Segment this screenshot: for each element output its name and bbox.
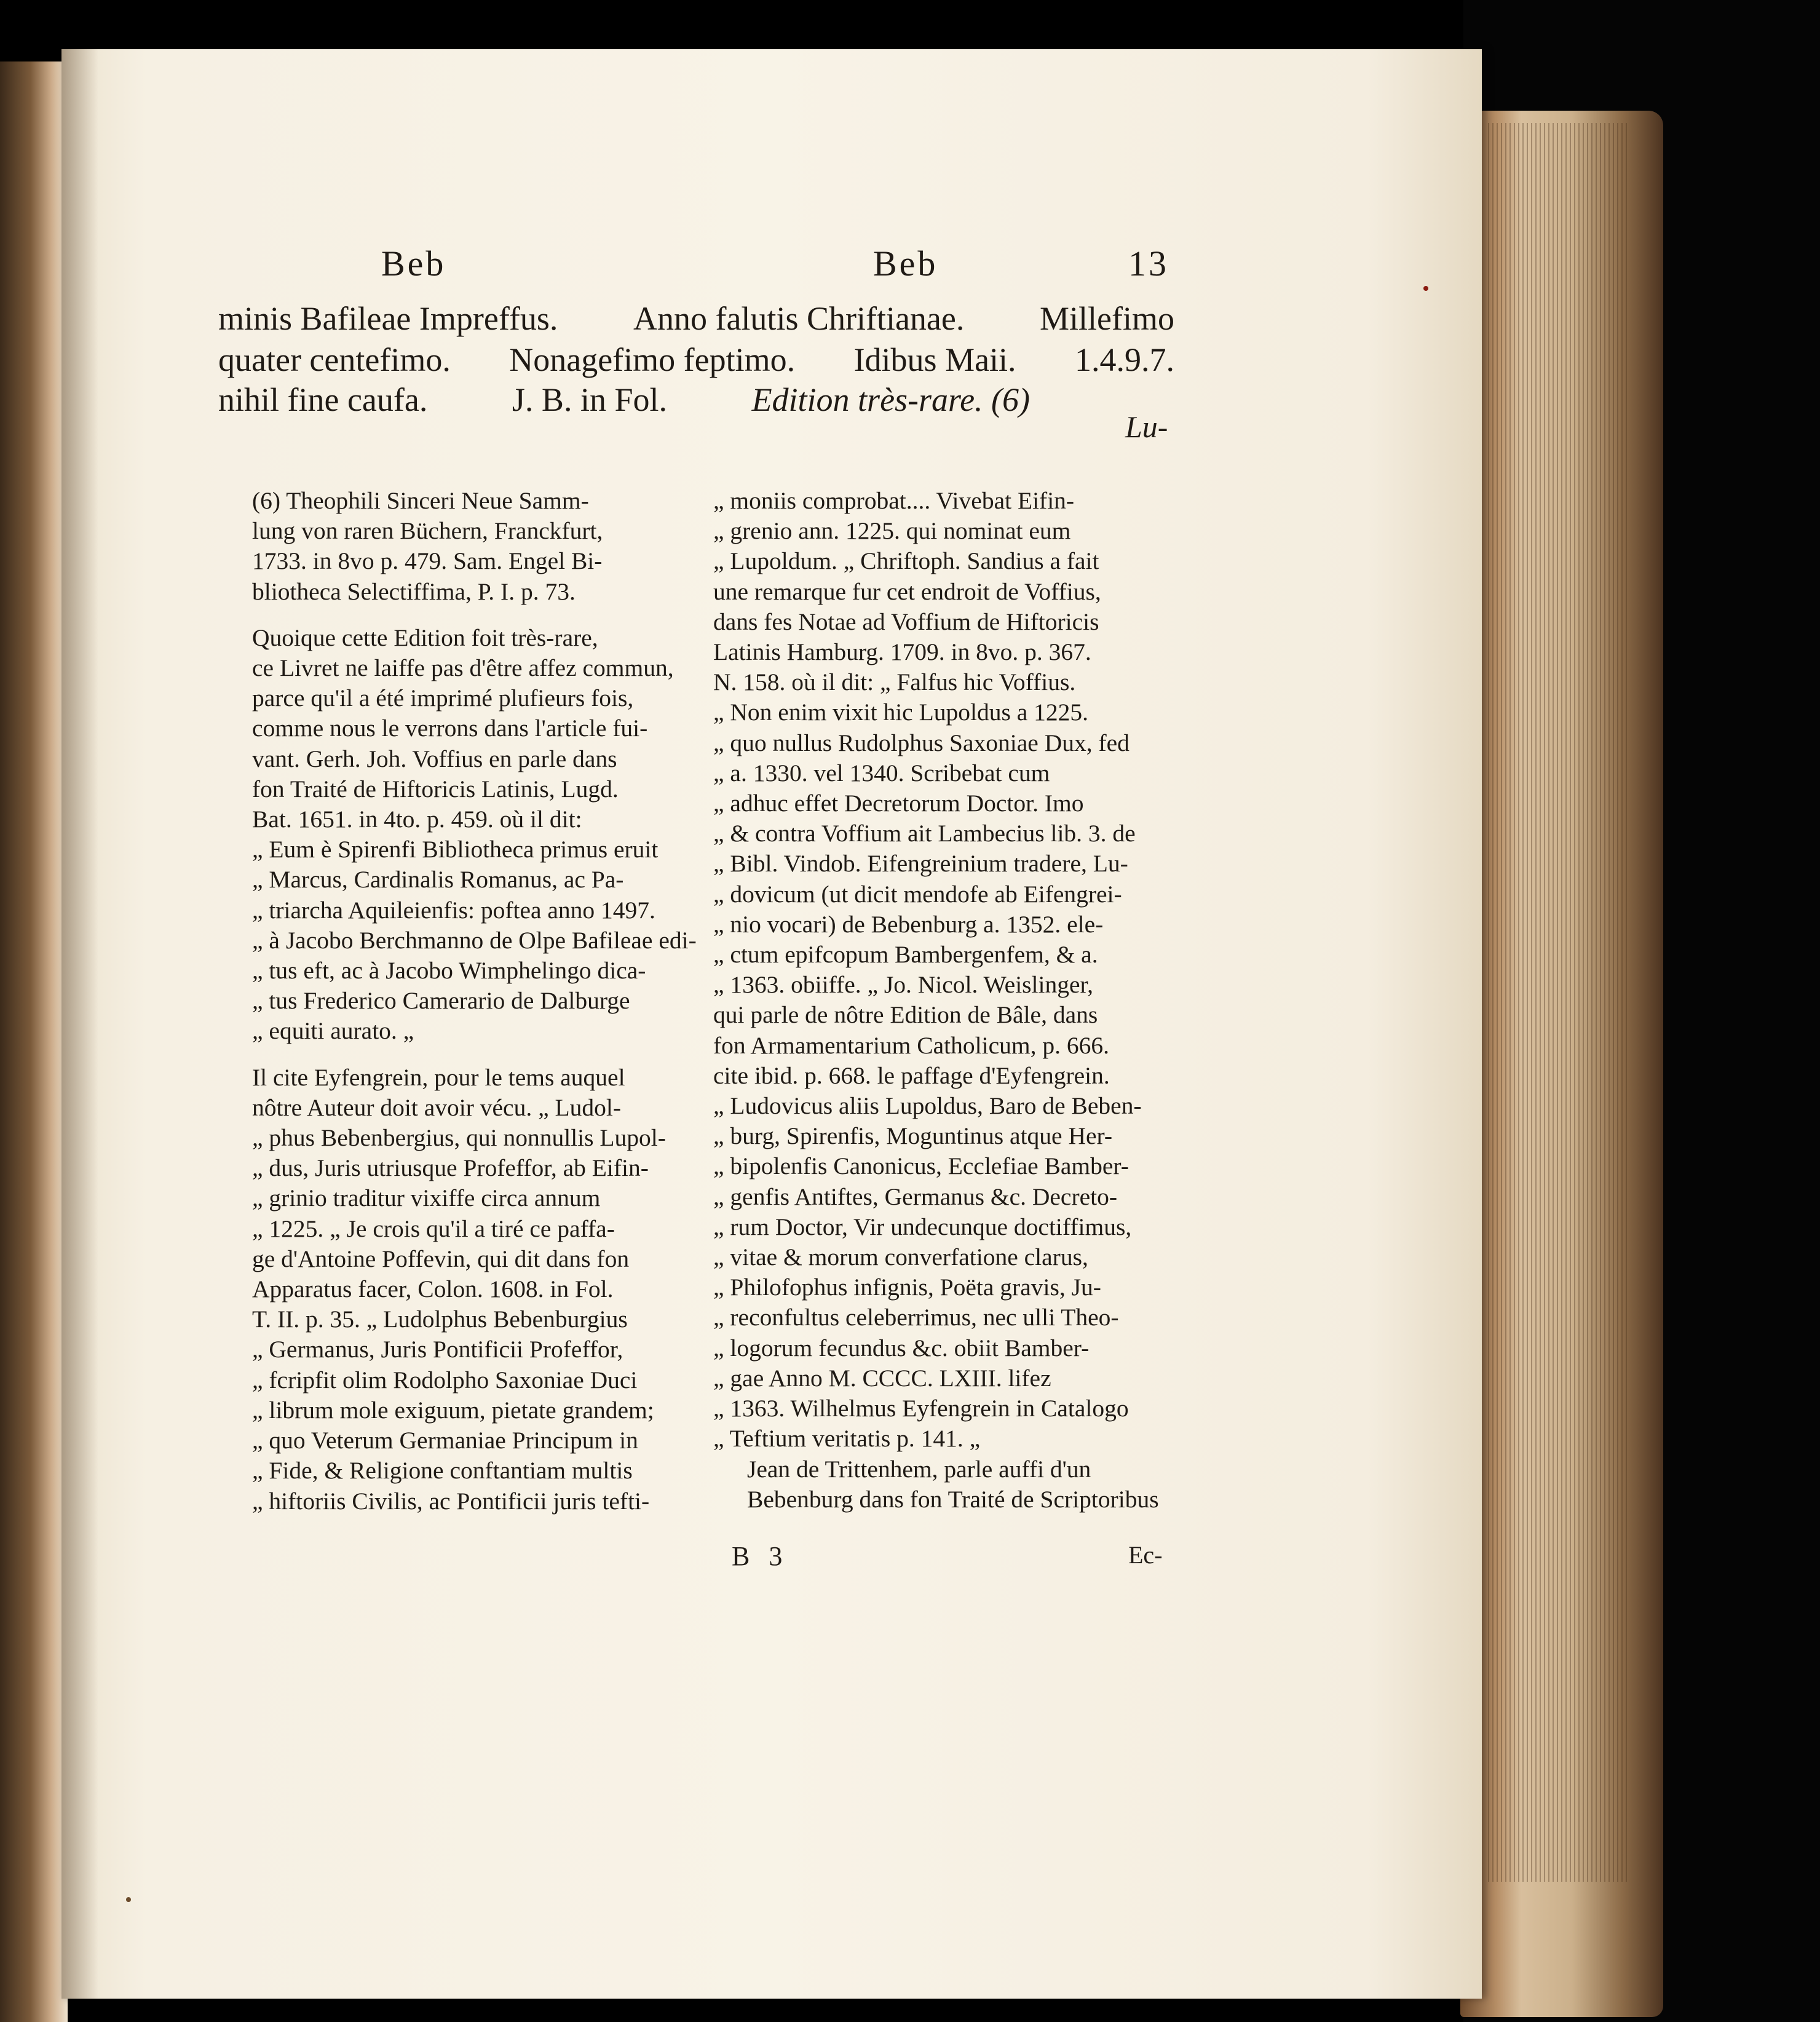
text-line: „ fcripfit olim Rodolpho Saxoniae Duci <box>252 1366 638 1394</box>
text-line: „ Fide, & Religione conftantiam multis <box>252 1457 633 1485</box>
text-line: „ gae Anno M. CCCC. LXIII. lifez <box>713 1364 1051 1392</box>
text-line: „ phus Bebenbergius, qui nonnullis Lupol- <box>252 1124 666 1152</box>
main-text-line-3 <box>218 381 1030 418</box>
text-line: „ quo Veterum Germaniae Principum in <box>252 1427 638 1454</box>
right-paragraph-2 <box>713 1454 1174 1515</box>
text-line: „ rum Doctor, Vir undecunque doctiffimus, <box>713 1213 1132 1240</box>
text-line: „ grinio traditur vixiffe circa annum <box>252 1184 601 1212</box>
text-line: „ equiti aurato. „ <box>252 1017 414 1045</box>
text-line: parce qu'il a été imprimé plufieurs fois, <box>252 684 634 712</box>
text-line: ge d'Antoine Poffevin, qui dit dans fon <box>252 1245 630 1272</box>
text-line: Latinis Hamburg. 1709. in 8vo. p. 367. <box>713 638 1091 666</box>
text-line: „ vitae & morum converfatione clarus, <box>713 1243 1088 1271</box>
text-line: Il cite Eyfengrein, pour le tems auquel <box>252 1063 625 1091</box>
text-line: „ tus Frederico Camerario de Dalburge <box>252 987 630 1015</box>
text-line: „ 1225. „ Je crois qu'il a tiré ce paffa- <box>252 1215 615 1242</box>
text-line: „ Eum è Spirenfi Bibliotheca primus eruit <box>252 836 659 863</box>
text-line: „ hiftoriis Civilis, ac Pontificii juris tefti- <box>252 1487 650 1515</box>
text-line: une remarque fur cet endroit de Voffius, <box>713 577 1101 605</box>
main-text-line-2 <box>218 341 1174 378</box>
main-text-segment: Edition très-rare. (6) <box>751 381 1030 418</box>
text-line: „ triarcha Aquileienfis: poftea anno 1497. <box>252 896 655 924</box>
catchword-main: Lu- <box>1125 410 1168 444</box>
right-paragraph-1 <box>713 486 1174 1454</box>
text-line: fon Traité de Hiftoricis Latinis, Lugd. <box>252 775 619 803</box>
main-text-segment: nihil fine caufa. <box>218 381 428 418</box>
text-line: „ Bibl. Vindob. Eifengreinium tradere, Lu- <box>713 850 1128 878</box>
text-line: Apparatus facer, Colon. 1608. in Fol. <box>252 1275 614 1303</box>
text-line: vant. Gerh. Joh. Voffius en parle dans <box>252 745 617 772</box>
text-line: qui parle de nôtre Edition de Bâle, dans <box>713 1001 1098 1029</box>
text-line: Bebenburg dans fon Traité de Scriptoribus <box>747 1485 1159 1513</box>
left-paragraph-1 <box>218 623 697 1047</box>
page-number: 13 <box>1128 244 1169 283</box>
text-line: „ quo nullus Rudolphus Saxoniae Dux, fed <box>713 729 1130 756</box>
text-line: fon Armamentarium Catholicum, p. 666. <box>713 1031 1109 1059</box>
gutter-shadow <box>61 49 98 1999</box>
text-line: „ Lupoldum. „ Chriftoph. Sandius a fait <box>713 547 1099 575</box>
paper-speck <box>1423 286 1428 291</box>
main-text-segment: J. B. in Fol. <box>512 381 667 418</box>
text-line: bliotheca Selectiffima, P. I. p. 73. <box>252 577 576 605</box>
footnote-6 <box>218 486 679 607</box>
text-line: „ tus eft, ac à Jacobo Wimphelingo dica- <box>252 957 646 985</box>
text-line: „ à Jacobo Berchmanno de Olpe Bafileae edi- <box>252 926 697 954</box>
text-line: „ librum mole exiguum, pietate grandem; <box>252 1396 654 1424</box>
main-text-segment: Nonagefimo feptimo. <box>509 341 796 378</box>
main-text-segment: Anno falutis Chriftianae. <box>633 300 965 337</box>
text-line: „ a. 1330. vel 1340. Scribebat cum <box>713 759 1050 787</box>
text-line: „ Marcus, Cardinalis Romanus, ac Pa- <box>252 866 624 894</box>
text-line: „ Ludovicus aliis Lupoldus, Baro de Beben- <box>713 1092 1142 1120</box>
main-text-segment: Idibus Maii. <box>853 341 1016 378</box>
text-line: „ logorum fecundus &c. obiit Bamber- <box>713 1334 1090 1362</box>
page-stack-lines <box>1488 123 1629 1882</box>
catchword-footer: Ec- <box>1128 1541 1163 1569</box>
text-line: comme nous le verrons dans l'article fui- <box>252 715 648 742</box>
text-line: lung von raren Büchern, Franckfurt, <box>252 517 603 545</box>
text-line: N. 158. où il dit: „ Falfus hic Voffius. <box>713 668 1076 696</box>
text-line: „ Teftium veritatis p. 141. „ <box>713 1425 981 1453</box>
text-line: „ & contra Voffium ait Lambecius lib. 3. de <box>713 820 1136 847</box>
signature-mark: B 3 <box>732 1541 789 1571</box>
text-line: (6) Theophili Sinceri Neue Samm- <box>252 487 589 514</box>
text-line: „ dus, Juris utriusque Profeffor, ab Eifin- <box>252 1154 649 1182</box>
main-text-line-1 <box>218 300 1174 337</box>
left-page-edge <box>0 61 68 2022</box>
text-line: Bat. 1651. in 4to. p. 459. où il dit: <box>252 806 582 833</box>
running-head-left: Beb <box>381 244 446 283</box>
text-line: nôtre Auteur doit avoir vécu. „ Ludol- <box>252 1093 622 1121</box>
text-line: „ dovicum (ut dicit mendofe ab Eifengrei- <box>713 880 1122 908</box>
paper-speck <box>126 1897 131 1902</box>
text-line: „ bipolenfis Canonicus, Ecclefiae Bamber- <box>713 1152 1129 1180</box>
text-line: „ 1363. obiiffe. „ Jo. Nicol. Weislinger, <box>713 971 1093 999</box>
text-line: „ adhuc effet Decretorum Doctor. Imo <box>713 790 1084 817</box>
running-head-center: Beb <box>873 244 938 283</box>
main-text-segment: 1.4.9.7. <box>1074 341 1174 378</box>
text-line: Jean de Trittenhem, parle auffi d'un <box>747 1455 1091 1483</box>
right-column <box>713 486 1174 1515</box>
text-line: „ genfis Antiftes, Germanus &c. Decreto- <box>713 1183 1118 1210</box>
text-line: „ ctum epifcopum Bambergenfem, & a. <box>713 941 1098 969</box>
text-line: „ nio vocari) de Bebenburg a. 1352. ele- <box>713 910 1104 938</box>
text-line: „ moniis comprobat.... Vivebat Eifin- <box>713 487 1075 514</box>
text-line: „ Germanus, Juris Pontificii Profeffor, <box>252 1336 623 1363</box>
text-line: T. II. p. 35. „ Ludolphus Bebenburgius <box>252 1306 628 1333</box>
left-column <box>218 486 697 1516</box>
text-line: „ grenio ann. 1225. qui nominat eum <box>713 517 1071 545</box>
text-line: „ 1363. Wilhelmus Eyfengrein in Catalogo <box>713 1395 1129 1422</box>
text-line: Quoique cette Edition foit très-rare, <box>252 624 598 651</box>
text-line: cite ibid. p. 668. le paffage d'Eyfengrein. <box>713 1061 1110 1089</box>
text-line: 1733. in 8vo p. 479. Sam. Engel Bi- <box>252 547 603 575</box>
main-text-segment: Millefimo <box>1040 300 1174 337</box>
text-line: „ reconfultus celeberrimus, nec ulli Theo- <box>713 1304 1119 1331</box>
main-text-segment: quater centefimo. <box>218 341 451 378</box>
text-line: dans fes Notae ad Voffium de Hiftoricis <box>713 608 1099 635</box>
text-line: „ burg, Spirenfis, Moguntinus atque Her- <box>713 1122 1113 1150</box>
text-line: „ Philofophus infignis, Poëta gravis, Ju- <box>713 1274 1101 1301</box>
main-text-segment: minis Bafileae Impreffus. <box>218 300 558 337</box>
text-line: ce Livret ne laiffe pas d'être affez commun, <box>252 654 674 682</box>
left-paragraph-2 <box>218 1063 679 1516</box>
text-line: „ Non enim vixit hic Lupoldus a 1225. <box>713 699 1088 726</box>
